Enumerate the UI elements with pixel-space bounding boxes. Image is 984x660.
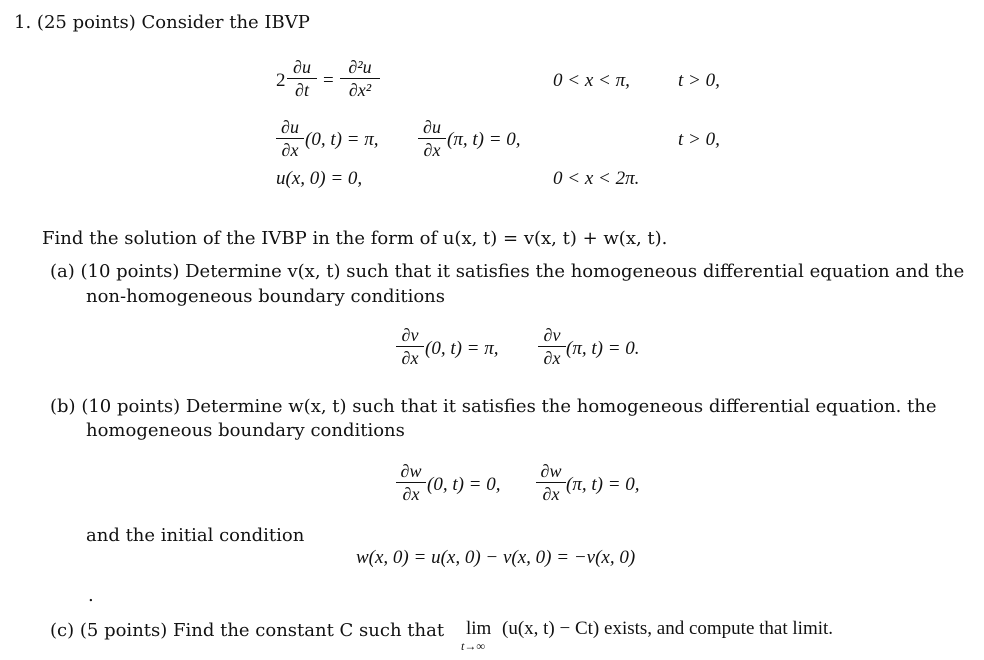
part-a-line1	[50, 261, 964, 282]
part-a-right-bar	[538, 346, 566, 347]
part-c-expr: (u(x, t) − Ct) exists, and compute that limit.	[502, 618, 834, 639]
problem-intro: Consider the IBVP	[141, 12, 310, 33]
bc-left-den: ∂x	[281, 140, 299, 160]
pde-lhs-num: ∂u	[293, 57, 311, 77]
ic: u(x, 0) = 0,	[276, 168, 363, 189]
part-a-left-frac	[396, 326, 424, 367]
pde-equals: =	[323, 70, 334, 91]
part-a-bc-left: (0, t) = π,	[425, 338, 499, 359]
part-b-label: (b)	[50, 396, 76, 417]
part-c-line	[50, 620, 444, 641]
pde-rhs-num: ∂²u	[348, 57, 372, 77]
part-b-text1: Determine w(x, t) such that it satisfies the homogeneous differential equation. the	[185, 396, 937, 417]
bc-right: (π, t) = 0,	[447, 129, 521, 150]
part-a-right-den: ∂x	[543, 348, 561, 368]
part-b-right-den: ∂x	[542, 484, 560, 504]
bc-right-bar	[418, 138, 446, 139]
part-b-left-bar	[396, 482, 426, 483]
pde-rhs-bar	[340, 78, 380, 79]
part-b-ic: w(x, 0) = u(x, 0) − v(x, 0) = −v(x, 0)	[356, 547, 636, 568]
part-c-lim: lim	[466, 618, 492, 639]
bc-right-frac	[418, 118, 446, 159]
part-b-left-num: ∂w	[400, 461, 422, 481]
problem-points: (25 points)	[36, 12, 136, 33]
part-b-line2: homogeneous boundary conditions	[86, 420, 405, 441]
part-b-bc-right: (π, t) = 0,	[566, 474, 640, 495]
part-b-right-num: ∂w	[540, 461, 562, 481]
pde-coef: 2	[276, 70, 286, 91]
pde-time: t > 0,	[678, 70, 720, 91]
part-c-text-after	[502, 618, 833, 640]
bc-left-frac	[276, 118, 304, 159]
part-c-text-before: Find the constant C such that	[173, 620, 445, 641]
part-a-right-num: ∂v	[543, 325, 561, 345]
pde-rhs-den: ∂x²	[348, 80, 372, 100]
bc-left: (0, t) = π,	[305, 129, 379, 150]
part-c-label: (c)	[50, 620, 75, 641]
pde-lhs-frac	[287, 58, 317, 99]
part-b-right-bar	[536, 482, 566, 483]
part-a-points: (10 points)	[80, 261, 180, 282]
part-b-ic-label: and the initial condition	[86, 525, 305, 546]
problem-heading	[14, 12, 310, 33]
part-b-left-den: ∂x	[402, 484, 420, 504]
pde-lhs-den: ∂t	[295, 80, 309, 100]
find-text: Find the solution of the IVBP in the form of u(x, t) = v(x, t) + w(x, t).	[42, 228, 668, 249]
part-a-bc-right: (π, t) = 0.	[566, 338, 640, 359]
part-b-points: (10 points)	[81, 396, 181, 417]
bc-time: t > 0,	[678, 129, 720, 150]
part-a-left-num: ∂v	[401, 325, 419, 345]
part-a-label: (a)	[50, 261, 75, 282]
pde-lhs-bar	[287, 78, 317, 79]
part-a-left-den: ∂x	[401, 348, 419, 368]
part-c-points: (5 points)	[79, 620, 168, 641]
part-b-left-frac	[396, 462, 426, 503]
pde-domain: 0 < x < π,	[553, 70, 630, 91]
stray-dot: .	[88, 585, 94, 606]
ic-domain: 0 < x < 2π.	[553, 168, 640, 189]
problem-number: 1.	[14, 12, 32, 33]
part-c-lim-sub: t→∞	[461, 639, 485, 653]
part-b-bc-left: (0, t) = 0,	[427, 474, 501, 495]
part-a-right-frac	[538, 326, 566, 367]
part-a-text1: Determine v(x, t) such that it satisfies the homogeneous differential equation and the	[185, 261, 965, 282]
part-b-line1	[50, 396, 937, 417]
bc-right-den: ∂x	[423, 140, 441, 160]
part-b-right-frac	[536, 462, 566, 503]
bc-right-num: ∂u	[423, 117, 441, 137]
part-a-line2: non-homogeneous boundary conditions	[86, 286, 445, 307]
pde-rhs-frac	[340, 58, 380, 99]
part-a-left-bar	[396, 346, 424, 347]
bc-left-num: ∂u	[281, 117, 299, 137]
bc-left-bar	[276, 138, 304, 139]
